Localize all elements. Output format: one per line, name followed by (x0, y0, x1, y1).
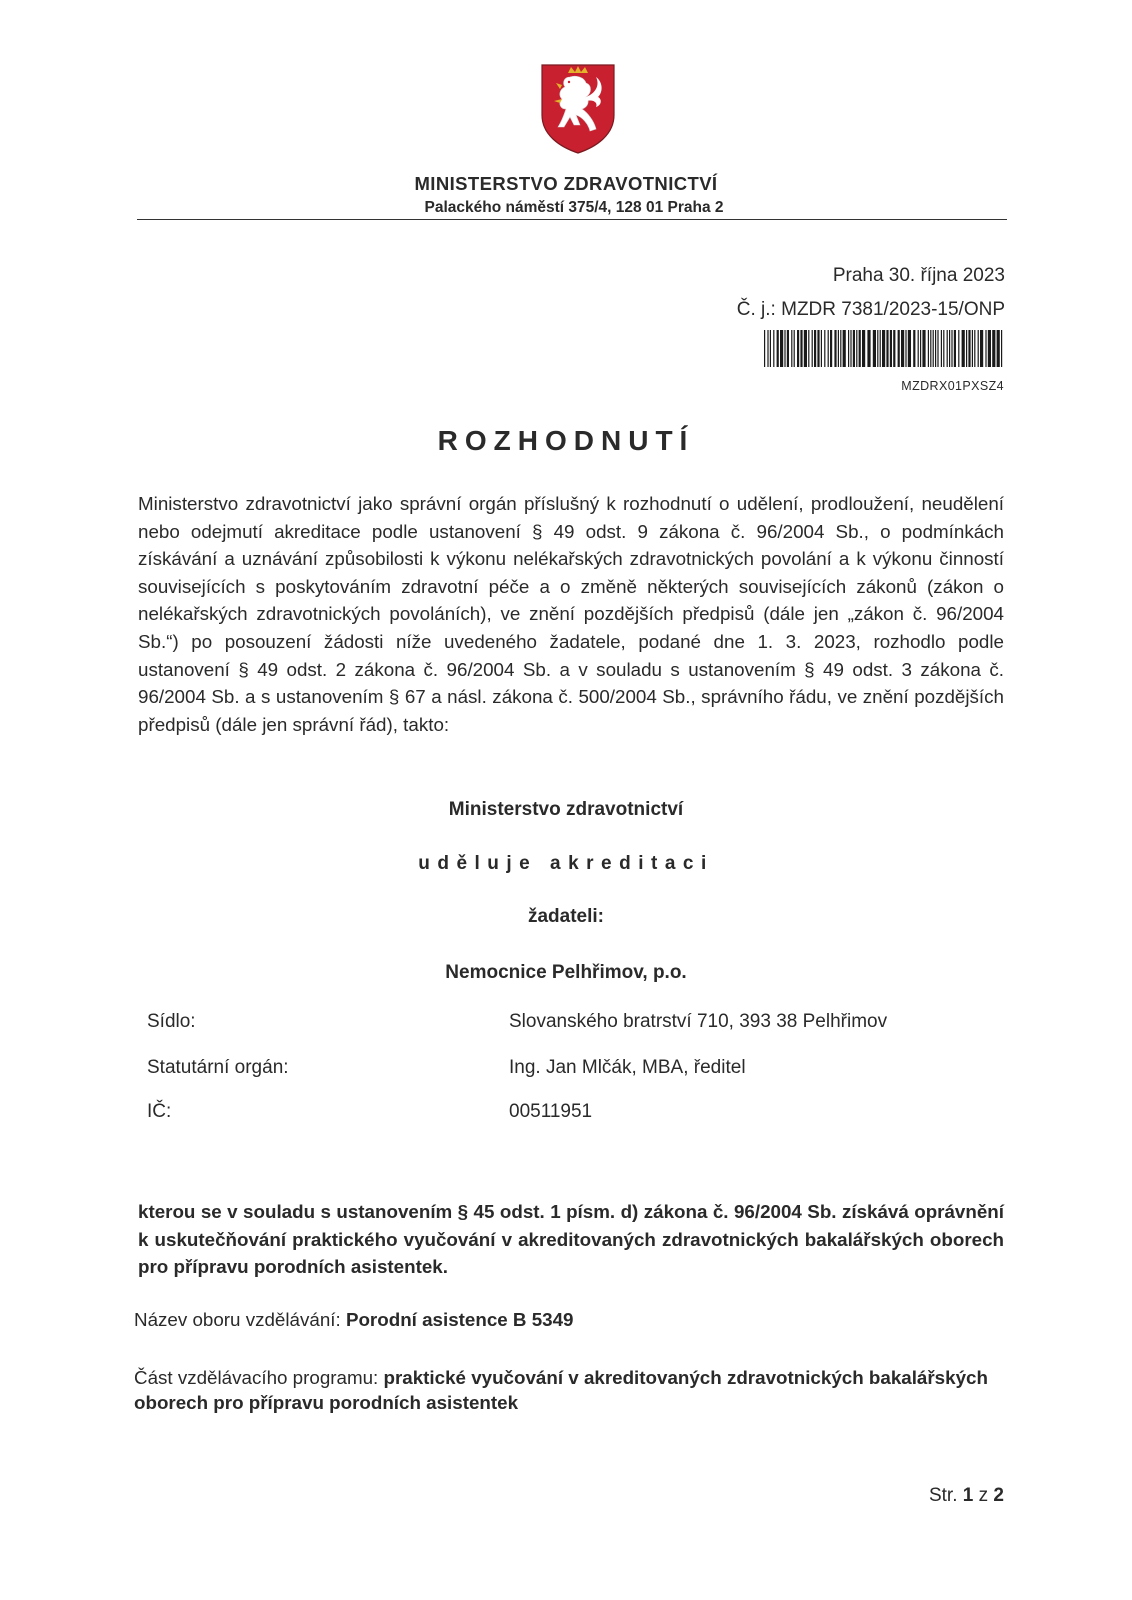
barcode-bar (933, 330, 934, 367)
barcode-bar (764, 330, 765, 367)
barcode-bar (972, 330, 973, 367)
barcode-bar (997, 330, 1000, 367)
barcode-bar (954, 330, 956, 367)
seat-label: Sídlo: (147, 1011, 196, 1032)
barcode-bar (992, 330, 995, 367)
barcode-bar (867, 330, 870, 367)
barcode-bar (920, 330, 921, 367)
barcode-bar (791, 330, 792, 367)
barcode-bar (862, 330, 865, 367)
barcode-bar (787, 330, 789, 367)
barcode-bar (890, 330, 892, 367)
barcode-bar (817, 330, 819, 367)
barcode-bar (988, 330, 991, 367)
barcode-bar (985, 330, 986, 367)
barcode-bar (853, 330, 855, 367)
barcode-text: MZDRX01PXSZ4 (901, 379, 1004, 393)
barcode-bar (838, 330, 839, 367)
czech-lion-coat-of-arms-icon (540, 63, 616, 155)
barcode-bar (784, 330, 785, 367)
barcode-bar (935, 330, 936, 367)
barcode-bar (922, 330, 925, 367)
barcode-bar (974, 330, 975, 367)
ic-value: 00511951 (509, 1101, 593, 1122)
field-of-study (134, 1309, 574, 1331)
barcode-bar (794, 330, 795, 367)
applicant-name: Nemocnice Pelhřimov, p.o. (445, 962, 687, 983)
barcode-bar (947, 330, 948, 367)
grant-ministry: Ministerstvo zdravotnictví (448, 799, 684, 820)
barcode-bar (773, 330, 774, 367)
barcode-bar (800, 330, 802, 367)
statutory-label: Statutární orgán: (147, 1057, 289, 1078)
barcode-bar (873, 330, 876, 367)
barcode-bar (978, 330, 979, 367)
barcode-bar (848, 330, 849, 367)
seat-value: Slovanského bratrství 710, 393 38 Pelhřimov (509, 1011, 888, 1032)
program-part-label: Část vzdělávacího programu: (134, 1367, 384, 1388)
barcode-bar (882, 330, 885, 367)
page-number (929, 1485, 1004, 1507)
statutory-value: Ing. Jan Mlčák, MBA, ředitel (509, 1057, 746, 1078)
barcode-bar (843, 330, 846, 367)
conditions-paragraph: kterou se v souladu s ustanovením § 45 odst. 1 písm. d) zákona č. 96/2004 Sb. získává oprávnění k uskutečňování praktického vyučování v akreditovaných zdravotnických bakalářských oborech pro přípravu porodních asistentek. (138, 1201, 1004, 1278)
barcode-bar (828, 330, 829, 367)
document-title: ROZHODNUTÍ (437, 425, 695, 456)
ministry-name: MINISTERSTVO ZDRAVOTNICTVÍ (414, 173, 718, 194)
place-date: Praha 30. října 2023 (832, 265, 1005, 286)
barcode-bar (830, 330, 832, 367)
barcode-bar (808, 330, 809, 367)
barcode-bar (770, 330, 771, 367)
barcode-bar (767, 330, 768, 367)
page-prefix: Str. (928, 1485, 963, 1506)
barcode-bar (814, 330, 816, 367)
barcode-bar (804, 330, 807, 367)
barcode-bar (980, 330, 983, 367)
barcode-bar (905, 330, 906, 367)
barcode-bar (824, 330, 825, 367)
barcode-bar (951, 330, 952, 367)
applicant-label: žadateli: (527, 906, 605, 927)
barcode-bar (886, 330, 888, 367)
barcode-bar (928, 330, 929, 367)
program-part-value: praktické vyučování v akreditovaných zdravotnických bakalářských oborech pro přípravu porodních asistentek (134, 1367, 988, 1413)
field-label: Název oboru vzdělávání: (134, 1309, 346, 1330)
barcode-bar (958, 330, 959, 367)
header-divider (137, 219, 1007, 220)
barcode-bar (937, 330, 938, 367)
reference-number: Č. j.: MZDR 7381/2023-15/ONP (736, 299, 1005, 320)
barcode-bar (821, 330, 822, 367)
grant-verb: uděluje akreditaci (418, 853, 714, 874)
barcode-bar (780, 330, 783, 367)
barcode-bar (962, 330, 965, 367)
barcode-bar (901, 330, 904, 367)
page-current: 1 (962, 1485, 974, 1506)
ic-label: IČ: (147, 1101, 172, 1122)
barcode-bar (797, 330, 799, 367)
barcode-bar (941, 330, 942, 367)
barcode-bar (1001, 330, 1002, 367)
barcode-bar (812, 330, 813, 367)
page-total: 2 (993, 1485, 1004, 1506)
barcode-bar (856, 330, 857, 367)
barcode-bar (834, 330, 836, 367)
barcode-bar (880, 330, 881, 367)
program-part (134, 1365, 1004, 1415)
barcode-bar (949, 330, 950, 367)
barcode-bar (918, 330, 919, 367)
barcode-bar (877, 330, 878, 367)
barcode-bar (908, 330, 911, 367)
barcode-bar (930, 330, 931, 367)
intro-paragraph: Ministerstvo zdravotnictví jako správní orgán příslušný k rozhodnutí o udělení, prodloužení, neudělení nebo odejmutí akreditace podle ustanovení § 49 odst. 9 zákona č. 96/2004 Sb., o podmínkách získávání a uznávání způsobilosti k výkonu nelékařských zdravotnických povolání a k výkonu činností souvisejících s poskytováním zdravotní péče a o změně některých souvisejících zákonů (zákon o nelékařských zdravotnických povoláních), ve znění pozdějších předpisů (dále jen „zákon č. 96/2004 Sb.“) po posouzení žádosti níže uvedeného žadatele, podané dne 1. 3. 2023, rozhodlo podle ustanovení § 49 odst. 2 zákona č. 96/2004 Sb. a v souladu s ustanovením § 49 odst. 3 zákona č. 96/2004 Sb. a s ustanovením § 67 a násl. zákona č. 500/2004 Sb., správního řádu, ve znění pozdějších předpisů (dále jen správní řád), takto: (138, 493, 1004, 735)
barcode-bar (913, 330, 915, 367)
barcode-bar (850, 330, 851, 367)
barcode-bar (777, 330, 779, 367)
ministry-address: Palackého náměstí 375/4, 128 01 Praha 2 (424, 199, 724, 216)
barcode-bar (966, 330, 967, 367)
barcode-bar (898, 330, 900, 367)
barcode (764, 330, 1004, 367)
barcode-bar (893, 330, 895, 367)
barcode-bar (859, 330, 861, 367)
barcode-bar (943, 330, 944, 367)
page-separator: z (973, 1485, 994, 1506)
barcode-bar (840, 330, 841, 367)
barcode-bar (968, 330, 970, 367)
field-value: Porodní asistence B 5349 (345, 1309, 574, 1330)
